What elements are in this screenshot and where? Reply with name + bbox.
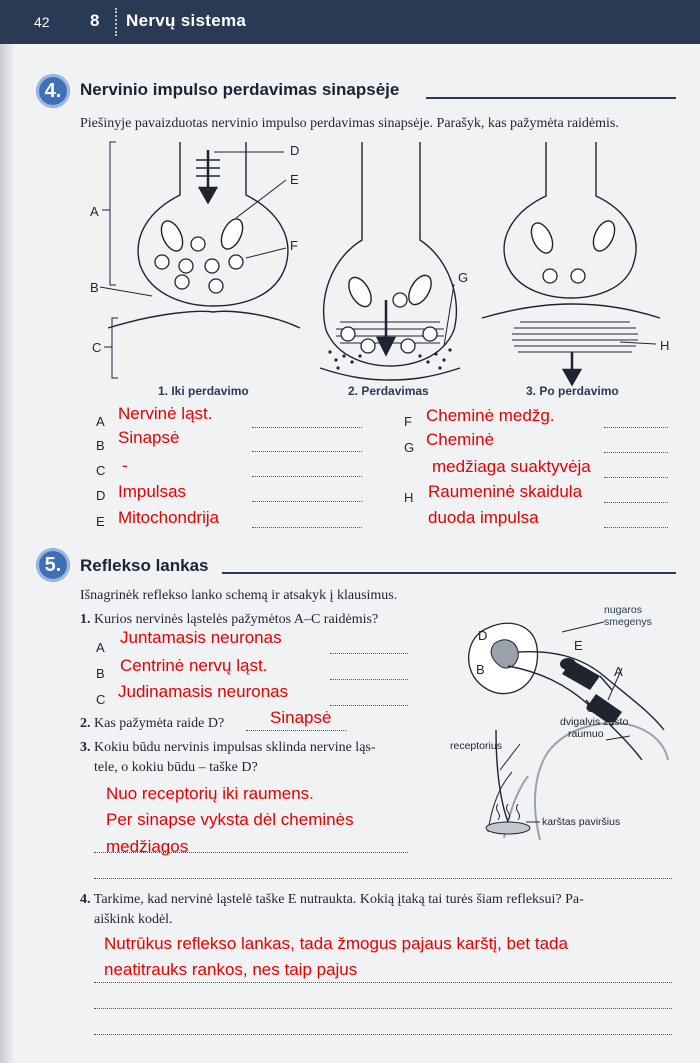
synapse-label-b: B <box>90 280 99 295</box>
q3-question-line1: Kokiu būdu nervinis impulsas sklinda nervine ląs- <box>94 740 376 755</box>
chapter-number: 8 <box>90 11 100 30</box>
q4-line-2 <box>94 1008 672 1009</box>
label-hot-surface: karštas paviršius <box>542 816 621 828</box>
label-biceps-2: raumuo <box>568 728 604 740</box>
q3-question-line2: tele, o kokiu būdu – taške D? <box>94 760 258 775</box>
q4-line-1 <box>94 982 672 983</box>
q2-question: Kas pažymėta raide D? <box>94 716 225 731</box>
task5-number: 5. <box>36 548 70 582</box>
caption-transfer: 2. Perdavimas <box>348 384 429 398</box>
q4-answer-line1: Nutrūkus reflekso lankas, tada žmogus pajaus karštį, bet tada <box>104 934 568 953</box>
synapse-label-e: E <box>290 172 299 187</box>
reflex-label-e: E <box>574 638 583 653</box>
q4-question-line2: aiškink kodėl. <box>94 912 173 927</box>
label-receptor: receptorius <box>450 740 502 752</box>
q2-answer: Sinapsė <box>270 708 332 727</box>
reflex-label-b: B <box>476 662 485 677</box>
q1-number: 1. <box>80 612 91 627</box>
answer-h-line2: duoda impulsa <box>428 508 539 527</box>
q3-answer-line1: Nuo receptorių iki raumens. <box>106 784 314 803</box>
q1-letter-b: B <box>96 666 105 681</box>
answer-letter-b: B <box>96 438 105 453</box>
label-biceps-1: dvigalvis žasto <box>560 716 629 728</box>
reflex-label-a: A <box>614 664 623 679</box>
chapter-title: Nervų sistema <box>126 11 247 30</box>
synapse-label-d: D <box>290 143 300 158</box>
task4-number: 4. <box>36 74 70 108</box>
q3-number: 3. <box>80 740 91 755</box>
answer-letter-e: E <box>96 514 105 529</box>
label-spinal-cord-1: nugaros <box>604 604 642 616</box>
task4-instruction: Piešinyje pavaizduotas nervinio impulso perdavimas sinapsėje. Parašyk, kas pažymėta raidėmis. <box>80 116 619 131</box>
synapse-label-g: G <box>458 270 469 285</box>
answer-letter-g: G <box>404 440 415 455</box>
q3-answer-line2: Per sinapse vyksta dėl cheminės <box>106 810 354 829</box>
page-number: 42 <box>34 14 50 30</box>
q4-text-line1 <box>80 892 584 908</box>
q3-answer-line3: medžiagos <box>106 837 189 856</box>
task5-instruction: Išnagrinėk reflekso lanko schemą ir atsakyk į klausimus. <box>80 588 398 603</box>
answer-f: Cheminė medžg. <box>426 406 555 425</box>
q4-line-3 <box>94 1034 672 1035</box>
q1-answer-b: Centrinė nervų ląst. <box>120 656 268 675</box>
task4-title: Nervinio impulso perdavimas sinapsėje <box>80 80 400 99</box>
q1-answer-c: Judinamasis neuronas <box>118 682 289 701</box>
synapse-label-c: C <box>92 340 102 355</box>
answer-letter-a: A <box>96 414 105 429</box>
answer-g-line1: Cheminė <box>426 430 495 449</box>
answer-letter-c: C <box>96 463 106 478</box>
reflex-label-d: D <box>478 628 488 643</box>
q1-letter-a: A <box>96 640 105 655</box>
answer-b: Sinapsė <box>118 428 180 447</box>
label-spinal-cord-2: smegenys <box>604 616 652 628</box>
q1-letter-c: C <box>96 692 106 707</box>
q4-question-line1: Tarkime, kad nervinė ląstelė taške E nutraukta. Kokią įtaką tai turės šiam refleksui? Pa- <box>93 892 584 907</box>
reflex-label-c: C <box>586 700 596 715</box>
answer-h-line1: Raumeninė skaidula <box>428 482 583 501</box>
answer-g-line2: medžiaga suaktyvėja <box>432 457 591 476</box>
q4-answer-line2: neatitrauks rankos, nes taip pajus <box>104 960 358 979</box>
q4-number: 4. <box>80 892 91 907</box>
task5-title: Reflekso lankas <box>80 556 209 575</box>
synapse-label-h: H <box>660 338 670 353</box>
answer-a: Nervinė ląst. <box>118 404 213 423</box>
synapse-label-f: F <box>290 238 298 253</box>
q1-answer-a: Juntamasis neuronas <box>120 628 282 647</box>
answer-letter-h: H <box>404 490 414 505</box>
answer-c: - <box>122 456 128 475</box>
caption-after-transfer: 3. Po perdavimo <box>526 384 619 398</box>
answer-e: Mitochondrija <box>118 508 220 527</box>
answer-letter-f: F <box>404 414 412 429</box>
answer-letter-d: D <box>96 488 106 503</box>
caption-before-transfer: 1. Iki perdavimo <box>158 384 249 398</box>
answer-d: Impulsas <box>118 482 187 501</box>
q1-question: Kurios nervinės ląstelės pažymėtos A–C raidėmis? <box>94 612 379 627</box>
q2-number: 2. <box>80 716 91 731</box>
synapse-label-a: A <box>90 204 99 219</box>
